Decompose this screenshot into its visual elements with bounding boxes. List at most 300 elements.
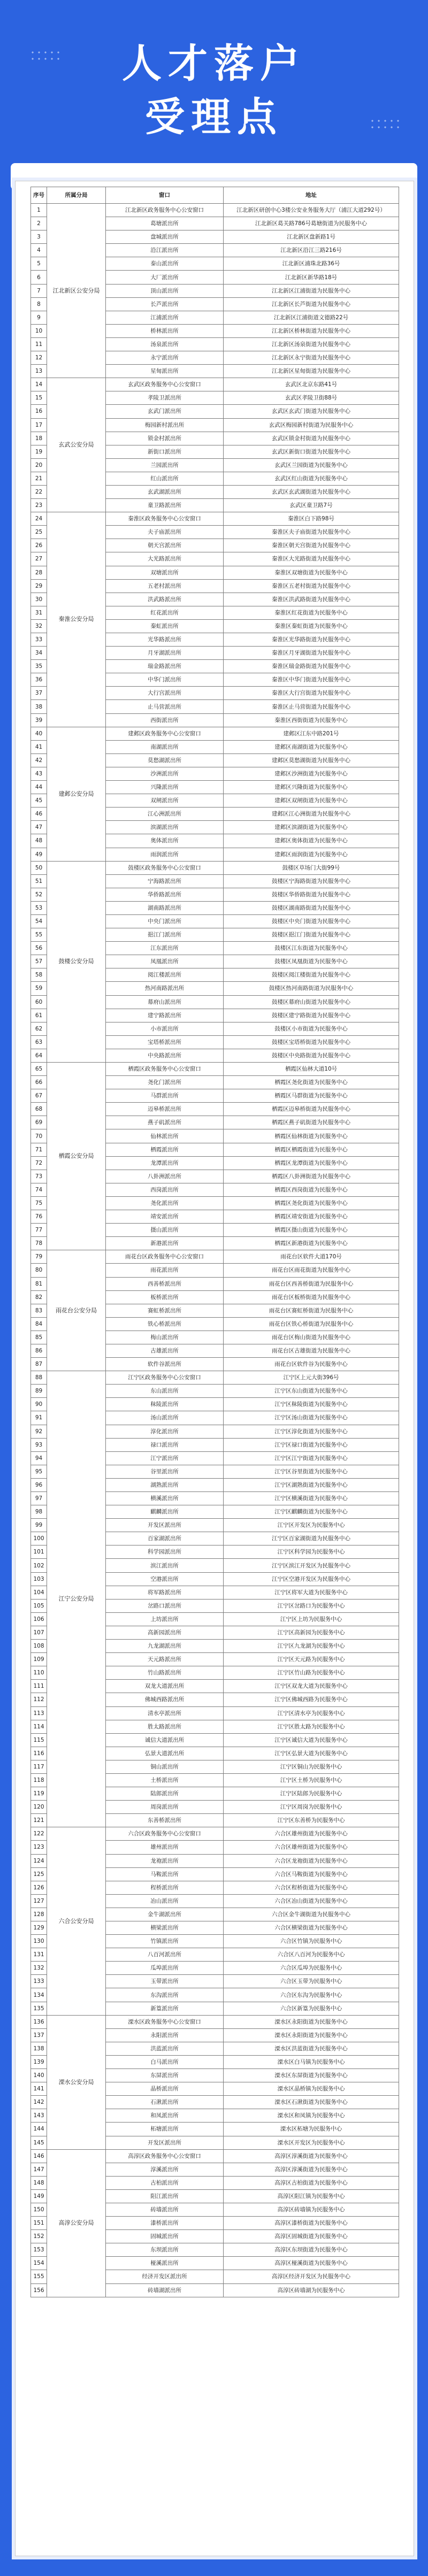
row-index: 123 (31, 1841, 47, 1854)
row-index: 50 (31, 861, 47, 874)
row-window: 沙洲派出所 (106, 767, 224, 780)
row-address: 江宁区高新园为民服务中心 (224, 1626, 399, 1639)
row-window: 铜山派出所 (106, 1760, 224, 1773)
header-address: 地址 (224, 187, 399, 204)
row-address: 江北新区桥林街道为民服务中心 (224, 324, 399, 337)
row-index: 125 (31, 1867, 47, 1881)
row-window: 迈皋桥派出所 (106, 1103, 224, 1116)
row-index: 20 (31, 458, 47, 472)
row-index: 120 (31, 1801, 47, 1814)
row-index: 127 (31, 1894, 47, 1908)
row-address: 高淳区桠溪街道为民服务中心 (224, 2257, 399, 2270)
row-window: 陆郎派出所 (106, 1787, 224, 1801)
row-index: 145 (31, 2136, 47, 2149)
row-window: 鼓楼区政务服务中心公安窗口 (106, 861, 224, 874)
row-index: 111 (31, 1680, 47, 1693)
row-window: 清水亭派出所 (106, 1706, 224, 1720)
row-address: 建邺区莫愁湖街道为民服务中心 (224, 753, 399, 767)
row-address: 高淳区淳溪街道为民服务中心 (224, 2149, 399, 2163)
row-address: 六合区马鞍街道为民服务中心 (224, 1867, 399, 1881)
row-index: 43 (31, 767, 47, 780)
row-window: 滨江派出所 (106, 1559, 224, 1572)
table-row (31, 204, 399, 217)
row-index: 9 (31, 311, 47, 324)
row-address: 江宁区湖熟街道为民服务中心 (224, 1478, 399, 1491)
row-address: 江宁区淳化街道为民服务中心 (224, 1425, 399, 1438)
row-address: 鼓楼区草场门大街99号 (224, 861, 399, 874)
row-window: 马鞍派出所 (106, 1867, 224, 1881)
row-branch: 高淳公安分局 (47, 2149, 106, 2297)
row-window: 古雄派出所 (106, 1344, 224, 1357)
row-address: 鼓楼区华侨路街道为民服务中心 (224, 888, 399, 901)
row-window: 佛城西路派出所 (106, 1693, 224, 1706)
row-index: 105 (31, 1599, 47, 1612)
row-window: 梅山派出所 (106, 1331, 224, 1344)
row-window: 晶桥派出所 (106, 2082, 224, 2096)
row-index: 151 (31, 2217, 47, 2230)
row-window: 弘景大道派出所 (106, 1747, 224, 1760)
row-window: 淳溪派出所 (106, 2163, 224, 2176)
row-index: 126 (31, 1881, 47, 1894)
row-index: 15 (31, 391, 47, 405)
row-address: 鼓楼区热河南路街道为民服务中心 (224, 982, 399, 995)
row-window: 江宁派出所 (106, 1451, 224, 1465)
row-window: 桥林派出所 (106, 324, 224, 337)
row-window: 诚信大道派出所 (106, 1733, 224, 1747)
row-index: 19 (31, 445, 47, 458)
row-address: 鼓楼区凤凰街道为民服务中心 (224, 955, 399, 968)
row-address: 建邺区南湖街道为民服务中心 (224, 740, 399, 753)
row-window: 湖熟派出所 (106, 1478, 224, 1491)
row-address: 江宁区禄口街道为民服务中心 (224, 1438, 399, 1451)
row-window: 热河南路派出所 (106, 982, 224, 995)
row-address: 建邺区江东中路201号 (224, 727, 399, 740)
row-index: 92 (31, 1425, 47, 1438)
row-window: 开发区派出所 (106, 2136, 224, 2149)
row-window: 双闸派出所 (106, 794, 224, 808)
row-address: 栖霞区燕子矶街道为民服务中心 (224, 1116, 399, 1129)
row-index: 80 (31, 1264, 47, 1277)
row-index: 27 (31, 552, 47, 566)
row-address: 六合区玉带为民服务中心 (224, 1975, 399, 1988)
row-window: 中华门派出所 (106, 673, 224, 687)
row-address: 六合区龙袍街道为民服务中心 (224, 1854, 399, 1867)
row-address: 雨花台区赛虹桥街道为民服务中心 (224, 1304, 399, 1317)
row-window: 双龙大道派出所 (106, 1680, 224, 1693)
row-index: 76 (31, 1210, 47, 1224)
row-address: 溧水区晶桥镇为民服务中心 (224, 2082, 399, 2096)
row-address: 栖霞区尧化街道为民服务中心 (224, 1076, 399, 1089)
row-window: 赛虹桥派出所 (106, 1304, 224, 1317)
row-address: 溧水区石湫街道为民服务中心 (224, 2096, 399, 2109)
row-address: 江宁区将军大道为民服务中心 (224, 1586, 399, 1599)
row-index: 79 (31, 1250, 47, 1264)
row-address: 江宁区铜山为民服务中心 (224, 1760, 399, 1773)
row-branch: 鼓楼公安分局 (47, 861, 106, 1062)
header-branch: 所属分局 (47, 187, 106, 204)
row-address: 江北新区研创中心3楼公安业务服务大厅（浦江大道292号） (224, 204, 399, 217)
row-address: 高淳区砖墙湖为民服务中心 (224, 2283, 399, 2297)
row-window: 凤凰派出所 (106, 955, 224, 968)
row-window: 东坝派出所 (106, 2243, 224, 2257)
row-window: 东屏派出所 (106, 2069, 224, 2082)
row-address: 秦淮区夫子庙街道为民服务中心 (224, 526, 399, 539)
row-index: 152 (31, 2230, 47, 2243)
row-index: 139 (31, 2055, 47, 2069)
row-address: 江北新区永宁街道为民服务中心 (224, 351, 399, 365)
table-header-row (31, 187, 399, 204)
row-window: 兴隆派出所 (106, 781, 224, 794)
row-window: 栖霞派出所 (106, 1143, 224, 1156)
row-window: 程桥派出所 (106, 1881, 224, 1894)
row-window: 白马派出所 (106, 2055, 224, 2069)
row-address: 六合区竹镇为民服务中心 (224, 1935, 399, 1948)
row-index: 135 (31, 2002, 47, 2015)
row-branch: 栖霞公安分局 (47, 1063, 106, 1250)
row-window: 江东派出所 (106, 942, 224, 955)
row-address: 鼓楼区建宁路街道为民服务中心 (224, 1009, 399, 1022)
row-index: 103 (31, 1572, 47, 1586)
row-window: 永宁派出所 (106, 351, 224, 365)
row-index: 8 (31, 297, 47, 311)
row-address: 六合区金牛湖街道为民服务中心 (224, 1908, 399, 1921)
table-panel (15, 181, 414, 2556)
row-index: 83 (31, 1304, 47, 1317)
row-window: 竹山路派出所 (106, 1666, 224, 1680)
row-index: 39 (31, 713, 47, 727)
row-address: 江宁区空港开发区为民服务中心 (224, 1572, 399, 1586)
row-index: 113 (31, 1706, 47, 1720)
row-index: 122 (31, 1827, 47, 1841)
row-index: 110 (31, 1666, 47, 1680)
row-address: 雨花台区雨花街道为民服务中心 (224, 1264, 399, 1277)
row-index: 147 (31, 2163, 47, 2176)
row-address: 栖霞区八卦洲街道为民服务中心 (224, 1170, 399, 1183)
row-index: 153 (31, 2243, 47, 2257)
row-address: 栖霞区栖霞街道为民服务中心 (224, 1143, 399, 1156)
row-index: 112 (31, 1693, 47, 1706)
row-window: 华侨路派出所 (106, 888, 224, 901)
row-index: 45 (31, 794, 47, 808)
row-index: 124 (31, 1854, 47, 1867)
row-address: 玄武区兰园街道为民服务中心 (224, 458, 399, 472)
row-address: 江宁区弘景大道为民服务中心 (224, 1747, 399, 1760)
row-window: 空港派出所 (106, 1572, 224, 1586)
row-index: 56 (31, 942, 47, 955)
row-window: 大光路派出所 (106, 552, 224, 566)
row-index: 99 (31, 1519, 47, 1532)
row-address: 栖霞区仙林街道为民服务中心 (224, 1129, 399, 1143)
row-address: 江北新区江浦街道文德路22号 (224, 311, 399, 324)
row-address: 六合区新篁为民服务中心 (224, 2002, 399, 2015)
row-window: 玄武门派出所 (106, 405, 224, 418)
row-branch: 秦淮公安分局 (47, 512, 106, 727)
row-window: 燕子矶派出所 (106, 1116, 224, 1129)
row-address: 江宁区岔路口为民服务中心 (224, 1599, 399, 1612)
row-window: 上坊派出所 (106, 1612, 224, 1626)
row-index: 98 (31, 1505, 47, 1519)
row-address: 江北新区新华路18号 (224, 271, 399, 284)
row-address: 高淳区东坝街道为民服务中心 (224, 2243, 399, 2257)
row-index: 14 (31, 378, 47, 391)
row-index: 5 (31, 257, 47, 271)
header-index: 序号 (31, 187, 47, 204)
row-branch: 玄武公安分局 (47, 378, 106, 512)
row-index: 63 (31, 1035, 47, 1049)
row-index: 66 (31, 1076, 47, 1089)
row-index: 41 (31, 740, 47, 753)
row-window: 西街派出所 (106, 713, 224, 727)
row-window: 止马营派出所 (106, 700, 224, 713)
row-index: 102 (31, 1559, 47, 1572)
row-address: 秦淮区大行宫街道为民服务中心 (224, 687, 399, 700)
row-address: 玄武区北京东路41号 (224, 378, 399, 391)
row-window: 柘塘派出所 (106, 2123, 224, 2136)
row-index: 156 (31, 2283, 47, 2297)
row-address: 高淳区砖墙镇为民服务中心 (224, 2203, 399, 2216)
row-index: 149 (31, 2189, 47, 2203)
row-window: 小市派出所 (106, 1022, 224, 1035)
row-window: 洪武路派出所 (106, 593, 224, 606)
row-branch: 江宁公安分局 (47, 1371, 106, 1827)
row-address: 高淳区淳溪街道为民服务中心 (224, 2163, 399, 2176)
row-address: 高淳区阳江镇为民服务中心 (224, 2189, 399, 2203)
row-window: 幕府山派出所 (106, 995, 224, 1009)
row-window: 龙潭派出所 (106, 1156, 224, 1170)
row-window: 兰园派出所 (106, 458, 224, 472)
row-address: 玄武区孝陵卫街88号 (224, 391, 399, 405)
row-index: 58 (31, 968, 47, 982)
row-index: 118 (31, 1773, 47, 1787)
row-window: 淳化派出所 (106, 1425, 224, 1438)
row-window: 童卫路派出所 (106, 499, 224, 512)
row-window: 汤山派出所 (106, 1411, 224, 1425)
row-address: 六合区程桥街道为民服务中心 (224, 1881, 399, 1894)
row-address: 玄武区锁金村街道为民服务中心 (224, 432, 399, 445)
row-address: 栖霞区迈皋桥街道为民服务中心 (224, 1103, 399, 1116)
row-address: 玄武区梅园新村街道为民服务中心 (224, 418, 399, 432)
row-address: 玄武区新街口街道为民服务中心 (224, 445, 399, 458)
row-address: 江宁区双龙大道为民服务中心 (224, 1680, 399, 1693)
row-window: 挹江门派出所 (106, 928, 224, 942)
row-address: 六合区瓜埠为民服务中心 (224, 1962, 399, 1975)
row-address: 鼓楼区小市街道为民服务中心 (224, 1022, 399, 1035)
row-address: 高淳区古柏街道为民服务中心 (224, 2176, 399, 2189)
row-window: 红山派出所 (106, 472, 224, 485)
row-address: 江北新区江浦街道为民服务中心 (224, 284, 399, 297)
row-address: 鼓楼区阅江楼街道为民服务中心 (224, 968, 399, 982)
row-address: 栖霞区靖安街道为民服务中心 (224, 1210, 399, 1224)
row-index: 17 (31, 418, 47, 432)
row-window: 雨花台区政务服务中心公安窗口 (106, 1250, 224, 1264)
row-window: 雄州派出所 (106, 1841, 224, 1854)
row-address: 江宁区江宁街道为民服务中心 (224, 1451, 399, 1465)
row-address: 江宁区竹山路为民服务中心 (224, 1666, 399, 1680)
row-address: 秦淮区朝天宫街道为民服务中心 (224, 539, 399, 552)
row-index: 28 (31, 566, 47, 579)
row-window: 固城派出所 (106, 2230, 224, 2243)
row-index: 143 (31, 2109, 47, 2123)
row-index: 55 (31, 928, 47, 942)
row-index: 115 (31, 1733, 47, 1747)
row-window: 玉带派出所 (106, 1975, 224, 1988)
row-address: 高淳区固城街道为民服务中心 (224, 2230, 399, 2243)
row-index: 101 (31, 1545, 47, 1559)
row-window: 朝天宫派出所 (106, 539, 224, 552)
row-address: 秦淮区光华路街道为民服务中心 (224, 633, 399, 647)
row-window: 八卦洲派出所 (106, 1170, 224, 1183)
row-window: 锁金村派出所 (106, 432, 224, 445)
row-branch: 江北新区公安分局 (47, 204, 106, 378)
row-index: 71 (31, 1143, 47, 1156)
row-window: 摄山派出所 (106, 1224, 224, 1237)
row-address: 鼓楼区中央门街道为民服务中心 (224, 914, 399, 928)
row-window: 新街口派出所 (106, 445, 224, 458)
row-index: 81 (31, 1277, 47, 1290)
row-address: 江宁区东善桥为民服务中心 (224, 1814, 399, 1827)
row-index: 67 (31, 1089, 47, 1103)
row-index: 25 (31, 526, 47, 539)
row-window: 金牛湖派出所 (106, 1908, 224, 1921)
row-address: 秦淮区秦虹街道为民服务中心 (224, 619, 399, 633)
row-address: 秦淮区中华门街道为民服务中心 (224, 673, 399, 687)
row-window: 夫子庙派出所 (106, 526, 224, 539)
row-address: 鼓楼区中央路街道为民服务中心 (224, 1049, 399, 1062)
row-window: 栖霞区政务服务中心公安窗口 (106, 1063, 224, 1076)
row-address: 江宁区九龙湖为民服务中心 (224, 1640, 399, 1653)
row-address: 江宁区汤山街道为民服务中心 (224, 1411, 399, 1425)
row-window: 仙林派出所 (106, 1129, 224, 1143)
row-address: 溧水区柘塘为民服务中心 (224, 2123, 399, 2136)
table-row (31, 378, 399, 391)
row-index: 95 (31, 1465, 47, 1478)
row-window: 盘城派出所 (106, 230, 224, 244)
row-address: 玄武区童卫路7号 (224, 499, 399, 512)
row-window: 长芦派出所 (106, 297, 224, 311)
row-branch: 建邺公安分局 (47, 727, 106, 861)
table-row (31, 1063, 399, 1076)
row-index: 49 (31, 848, 47, 861)
row-window: 梅园新村派出所 (106, 418, 224, 432)
row-address: 江宁区麒麟街道为民服务中心 (224, 1505, 399, 1519)
row-address: 秦淮区洪武路街道为民服务中心 (224, 593, 399, 606)
row-window: 泰山派出所 (106, 257, 224, 271)
row-index: 61 (31, 1009, 47, 1022)
row-window: 宁海路派出所 (106, 874, 224, 888)
row-index: 1 (31, 204, 47, 217)
row-address: 玄武区红山街道为民服务中心 (224, 472, 399, 485)
row-window: 将军路派出所 (106, 1586, 224, 1599)
row-address: 江宁区秣陵街道为民服务中心 (224, 1398, 399, 1411)
row-window: 九龙湖派出所 (106, 1640, 224, 1653)
row-address: 玄武区玄武门街道为民服务中心 (224, 405, 399, 418)
row-window: 汤泉派出所 (106, 337, 224, 351)
row-index: 114 (31, 1720, 47, 1733)
row-address: 江宁区横溪街道为民服务中心 (224, 1492, 399, 1505)
row-address: 雨花台区板桥街道为民服务中心 (224, 1290, 399, 1304)
row-window: 大行宫派出所 (106, 687, 224, 700)
row-index: 52 (31, 888, 47, 901)
row-address: 江北新区浦珠北路36号 (224, 257, 399, 271)
row-index: 94 (31, 1451, 47, 1465)
row-address: 六合区雄州街道为民服务中心 (224, 1841, 399, 1854)
row-window: 开发区派出所 (106, 1519, 224, 1532)
row-window: 尧化派出所 (106, 1196, 224, 1210)
row-branch: 雨花台公安分局 (47, 1250, 106, 1371)
row-window: 月牙湖派出所 (106, 647, 224, 660)
table-row (31, 727, 399, 740)
row-address: 栖霞区西岗街道为民服务中心 (224, 1183, 399, 1196)
row-index: 74 (31, 1183, 47, 1196)
row-address: 建邺区双闸街道为民服务中心 (224, 794, 399, 808)
row-index: 48 (31, 834, 47, 848)
row-index: 100 (31, 1532, 47, 1545)
row-address: 溧水区洪蓝街道为民服务中心 (224, 2042, 399, 2055)
row-address: 雨花台区铁心桥街道为民服务中心 (224, 1317, 399, 1331)
row-window: 石湫派出所 (106, 2096, 224, 2109)
row-index: 104 (31, 1586, 47, 1599)
row-address: 高淳区漆桥街道为民服务中心 (224, 2217, 399, 2230)
row-index: 57 (31, 955, 47, 968)
row-window: 竹镇派出所 (106, 1935, 224, 1948)
row-address: 江北新区盘新路1号 (224, 230, 399, 244)
row-address: 六合区雄州街道为民服务中心 (224, 1827, 399, 1841)
row-window: 周岗派出所 (106, 1801, 224, 1814)
row-window: 秦虹派出所 (106, 619, 224, 633)
row-address: 鼓楼区幕府山街道为民服务中心 (224, 995, 399, 1009)
row-index: 42 (31, 753, 47, 767)
row-index: 12 (31, 351, 47, 365)
row-address: 江宁区科学园为民服务中心 (224, 1545, 399, 1559)
row-index: 3 (31, 230, 47, 244)
row-address: 江宁区开发区为民服务中心 (224, 1519, 399, 1532)
row-window: 奥体派出所 (106, 834, 224, 848)
row-index: 62 (31, 1022, 47, 1035)
row-window: 西善桥派出所 (106, 1277, 224, 1290)
row-window: 经济开发区派出所 (106, 2270, 224, 2283)
row-address: 雨花台区软件大道170号 (224, 1250, 399, 1264)
row-address: 江北新区葛关路786号葛塘街道为民服务中心 (224, 217, 399, 230)
row-window: 桠溪派出所 (106, 2257, 224, 2270)
row-index: 35 (31, 660, 47, 673)
row-address: 江宁区诚信大道为民服务中心 (224, 1733, 399, 1747)
row-window: 东沟派出所 (106, 1988, 224, 2002)
row-window: 大厂派出所 (106, 271, 224, 284)
row-index: 140 (31, 2069, 47, 2082)
page-title-line-2: 受理点 (145, 94, 283, 140)
row-index: 23 (31, 499, 47, 512)
row-window: 新篁派出所 (106, 2002, 224, 2015)
row-index: 134 (31, 1988, 47, 2002)
row-address: 建邺区沙洲街道为民服务中心 (224, 767, 399, 780)
row-address: 高淳区经济开发区为民服务中心 (224, 2270, 399, 2283)
row-address: 秦淮区红花街道为民服务中心 (224, 606, 399, 619)
row-index: 64 (31, 1049, 47, 1062)
row-address: 江宁区佛城西路为民服务中心 (224, 1693, 399, 1706)
row-address: 江宁区谷里街道为民服务中心 (224, 1465, 399, 1478)
row-window: 秦淮区政务服务中心公安窗口 (106, 512, 224, 526)
row-index: 91 (31, 1411, 47, 1425)
row-window: 砖墙派出所 (106, 2203, 224, 2216)
row-window: 和凤派出所 (106, 2109, 224, 2123)
row-window: 玄武湖派出所 (106, 485, 224, 498)
header-window: 窗口 (106, 187, 224, 204)
row-address: 栖霞区龙潭街道为民服务中心 (224, 1156, 399, 1170)
row-window: 江宁区政务服务中心公安窗口 (106, 1371, 224, 1385)
row-index: 73 (31, 1170, 47, 1183)
row-address: 鼓楼区宁海路街道为民服务中心 (224, 874, 399, 888)
row-index: 148 (31, 2176, 47, 2189)
